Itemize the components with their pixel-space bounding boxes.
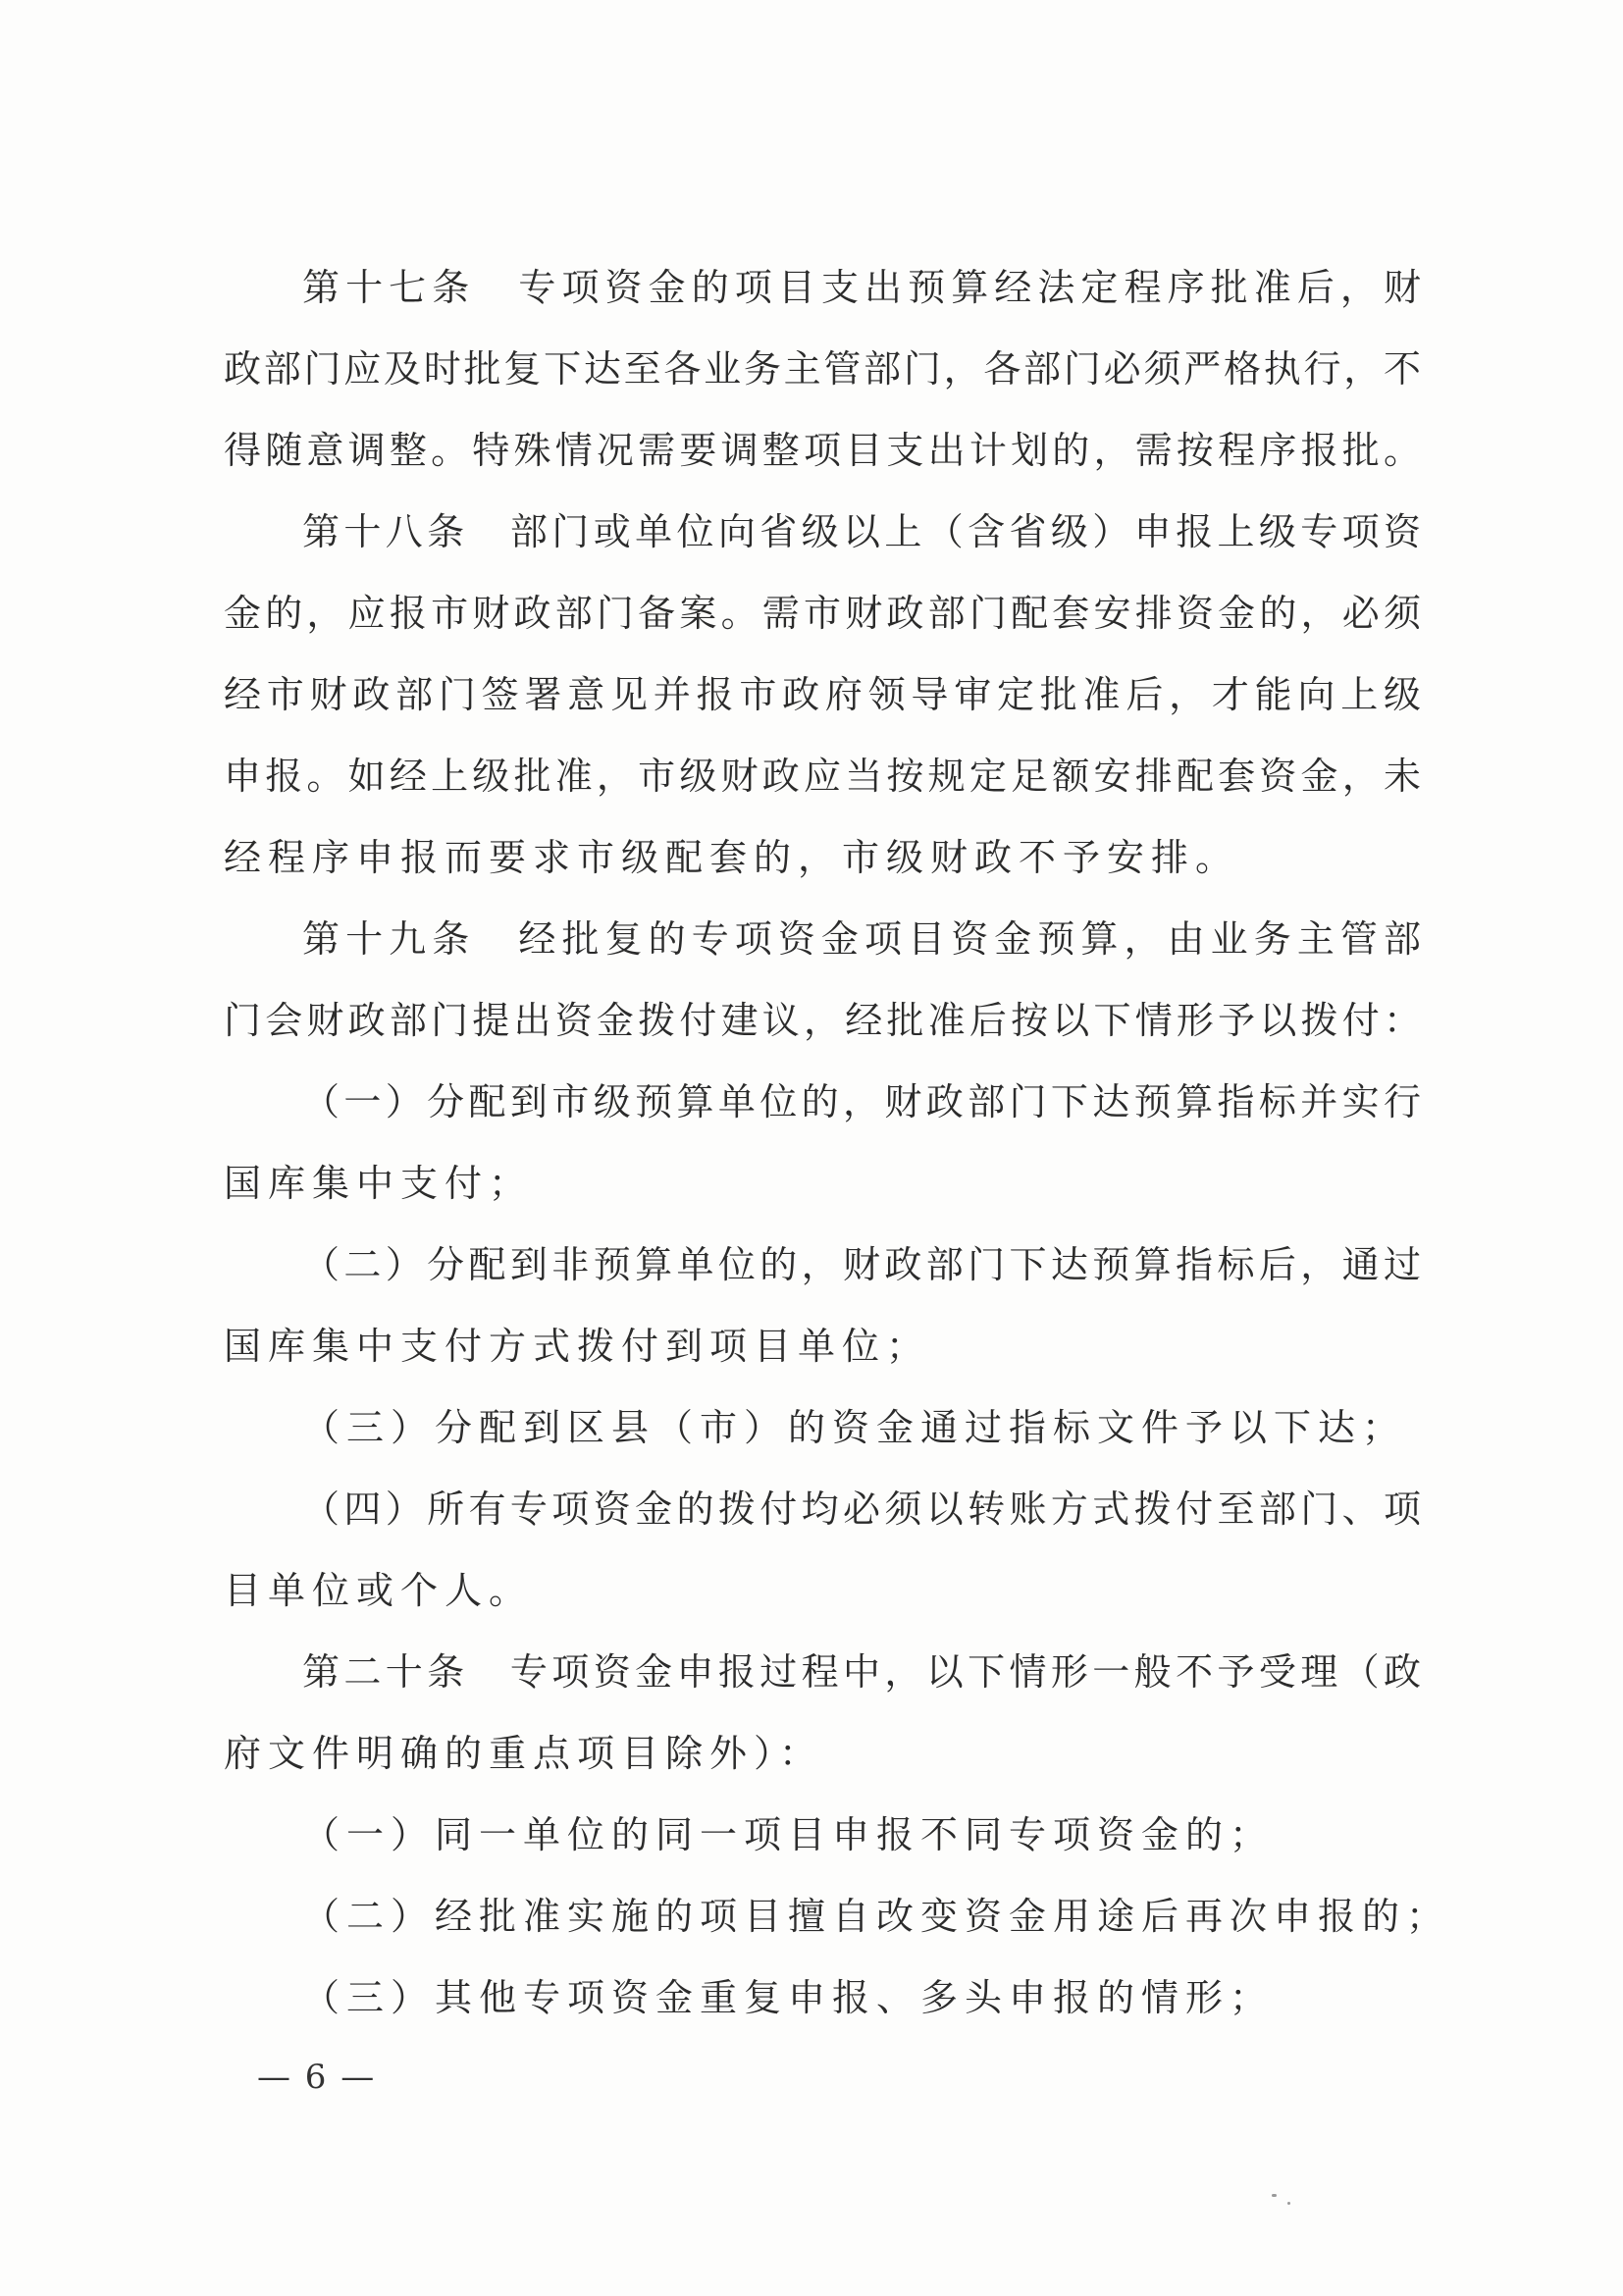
text-line-8: 经程序申报而要求市级配套的，市级财政不予安排。 xyxy=(224,836,1240,879)
page-number: — 6 — xyxy=(257,2058,377,2097)
text-line-9: 第十九条 经批复的专项资金项目资金预算，由业务主管部 xyxy=(302,917,1421,961)
text-line-12: 国库集中支付； xyxy=(224,1162,534,1205)
text-line-17: 目单位或个人。 xyxy=(224,1569,534,1612)
text-line-18: 第二十条 专项资金申报过程中，以下情形一般不予受理（政 xyxy=(302,1650,1421,1694)
text-line-21: （二）经批准实施的项目擅自改变资金用途后再次申报的； xyxy=(302,1895,1451,1938)
text-line-16: （四）所有专项资金的拨付均必须以转账方式拨付至部门、项 xyxy=(302,1487,1421,1531)
text-line-5: 金的，应报市财政部门备案。需市财政部门配套安排资金的，必须 xyxy=(224,592,1421,635)
text-line-3: 得随意调整。特殊情况需要调整项目支出计划的，需按程序报批。 xyxy=(224,429,1421,472)
text-line-4: 第十八条 部门或单位向省级以上（含省级）申报上级专项资 xyxy=(302,510,1421,553)
text-line-2: 政部门应及时批复下达至各业务主管部门，各部门必须严格执行，不 xyxy=(224,347,1421,391)
text-line-22: （三）其他专项资金重复申报、多头申报的情形； xyxy=(302,1976,1275,2019)
scan-speck xyxy=(1287,2202,1290,2205)
text-line-15: （三）分配到区县（市）的资金通过指标文件予以下达； xyxy=(302,1406,1407,1449)
text-line-20: （一）同一单位的同一项目申报不同专项资金的； xyxy=(302,1813,1275,1856)
text-line-13: （二）分配到非预算单位的，财政部门下达预算指标后，通过 xyxy=(302,1243,1421,1286)
text-line-1: 第十七条 专项资金的项目支出预算经法定程序批准后，财 xyxy=(302,266,1421,309)
text-line-6: 经市财政部门签署意见并报市政府领导审定批准后，才能向上级 xyxy=(224,673,1421,716)
text-line-7: 申报。如经上级批准，市级财政应当按规定足额安排配套资金，未 xyxy=(224,755,1421,798)
text-line-14: 国库集中支付方式拨付到项目单位； xyxy=(224,1325,931,1368)
scan-speck xyxy=(1272,2194,1277,2197)
text-line-10: 门会财政部门提出资金拨付建议，经批准后按以下情形予以拨付： xyxy=(224,999,1421,1042)
text-line-19: 府文件明确的重点项目除外）： xyxy=(224,1732,824,1775)
text-line-11: （一）分配到市级预算单位的，财政部门下达预算指标并实行 xyxy=(302,1080,1421,1123)
